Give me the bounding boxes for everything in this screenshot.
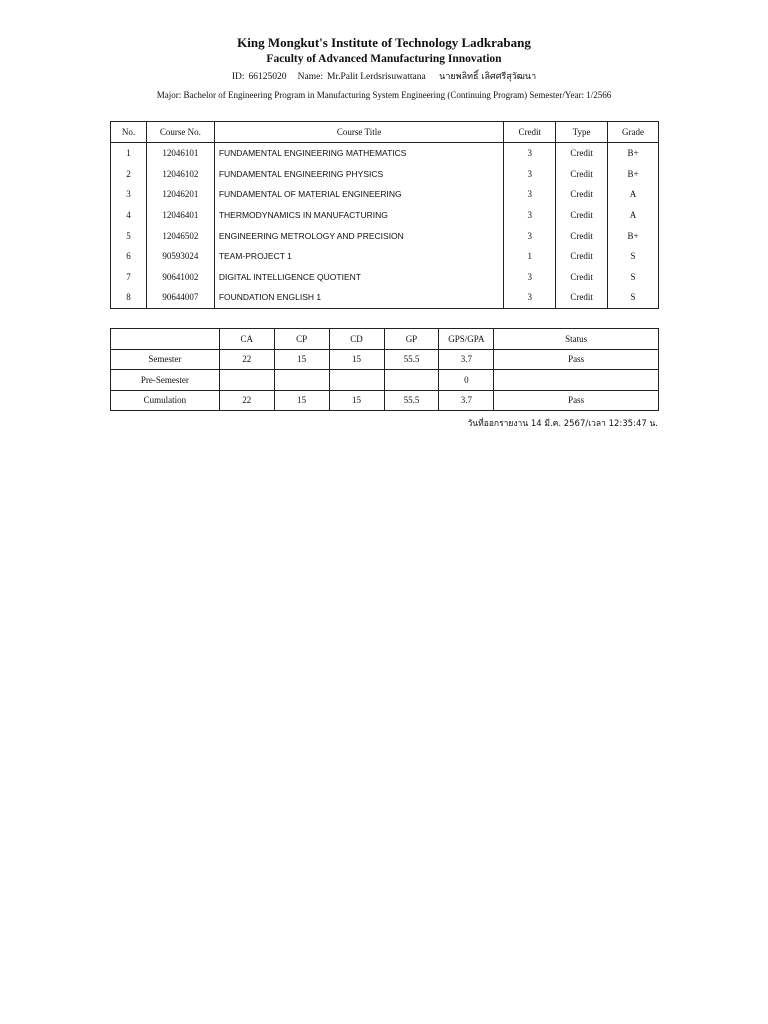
table-row — [111, 246, 659, 267]
summary-label: Cumulation — [111, 390, 220, 411]
summary-cd — [329, 370, 384, 391]
summary-header-cp: CP — [274, 329, 329, 350]
course-no-index: 8 — [111, 287, 147, 308]
summary-ca — [219, 370, 274, 391]
course-code: 12046101 — [146, 143, 214, 164]
course-credit: 3 — [504, 225, 556, 246]
course-type: Credit — [556, 246, 608, 267]
course-type: Credit — [556, 267, 608, 288]
summary-status: Pass — [494, 349, 659, 370]
course-grade: B+ — [608, 143, 659, 164]
course-code: 90644007 — [146, 287, 214, 308]
course-credit: 3 — [504, 184, 556, 205]
header-type: Type — [556, 122, 608, 143]
summary-ca: 22 — [219, 349, 274, 370]
summary-label: Semester — [111, 349, 220, 370]
course-grade: S — [608, 267, 659, 288]
course-credit: 3 — [504, 267, 556, 288]
summary-row-semester — [111, 349, 659, 370]
course-no-index: 4 — [111, 205, 147, 226]
summary-ca: 22 — [219, 390, 274, 411]
course-code: 12046502 — [146, 225, 214, 246]
course-title: FOUNDATION ENGLISH 1 — [214, 287, 503, 308]
course-table — [110, 121, 659, 309]
table-row — [111, 267, 659, 288]
table-row — [111, 184, 659, 205]
course-type: Credit — [556, 143, 608, 164]
course-no-index: 2 — [111, 164, 147, 185]
course-grade: B+ — [608, 164, 659, 185]
course-code: 90593024 — [146, 246, 214, 267]
table-row — [111, 164, 659, 185]
major-semester-line: Major: Bachelor of Engineering Program in Manufacturing System Engineering (Continuing Program) Semester/Year: 1/2566 — [156, 90, 612, 100]
summary-header-status: Status — [494, 329, 659, 350]
summary-row-pre-semester — [111, 370, 659, 391]
summary-gpa: 0 — [439, 370, 494, 391]
summary-header-gpa: GPS/GPA — [439, 329, 494, 350]
summary-header-blank — [111, 329, 220, 350]
id-label: ID: — [231, 72, 245, 82]
table-row — [111, 205, 659, 226]
summary-header-row — [111, 329, 659, 350]
course-code: 12046102 — [146, 164, 214, 185]
course-code: 12046201 — [146, 184, 214, 205]
faculty-title: Faculty of Advanced Manufacturing Innovation — [266, 53, 502, 65]
course-grade: A — [608, 205, 659, 226]
course-credit: 3 — [504, 205, 556, 226]
course-title: TEAM-PROJECT 1 — [214, 246, 503, 267]
course-title: FUNDAMENTAL OF MATERIAL ENGINEERING — [214, 184, 503, 205]
summary-gp: 55.5 — [384, 390, 439, 411]
summary-header-ca: CA — [219, 329, 274, 350]
summary-status — [494, 370, 659, 391]
course-table-header — [111, 122, 659, 143]
course-no-index: 1 — [111, 143, 147, 164]
student-info-line — [0, 70, 768, 84]
student-id: 66125020 — [248, 72, 287, 82]
header-grade: Grade — [608, 122, 659, 143]
course-type: Credit — [556, 184, 608, 205]
header-credit: Credit — [504, 122, 556, 143]
grade-summary-table — [110, 328, 659, 411]
summary-header-cd: CD — [329, 329, 384, 350]
table-row — [111, 287, 659, 308]
course-grade: A — [608, 184, 659, 205]
course-credit: 1 — [504, 246, 556, 267]
institution-title: King Mongkut's Institute of Technology Ladkrabang — [237, 35, 531, 50]
table-row — [111, 143, 659, 164]
course-no-index: 7 — [111, 267, 147, 288]
course-no-index: 3 — [111, 184, 147, 205]
course-credit: 3 — [504, 164, 556, 185]
summary-cp: 15 — [274, 390, 329, 411]
table-row — [111, 225, 659, 246]
header-course-no: Course No. — [146, 122, 214, 143]
summary-label: Pre-Semester — [111, 370, 220, 391]
course-no-index: 6 — [111, 246, 147, 267]
name-label: Name: — [297, 72, 323, 82]
summary-header-gp: GP — [384, 329, 439, 350]
summary-row-cumulation — [111, 390, 659, 411]
course-type: Credit — [556, 287, 608, 308]
course-type: Credit — [556, 164, 608, 185]
course-title: DIGITAL INTELLIGENCE QUOTIENT — [214, 267, 503, 288]
summary-gpa: 3.7 — [439, 349, 494, 370]
course-credit: 3 — [504, 143, 556, 164]
course-type: Credit — [556, 205, 608, 226]
course-title: FUNDAMENTAL ENGINEERING PHYSICS — [214, 164, 503, 185]
student-name-thai: นายพลิทธิ์ เลิศศรีสุวัฒนา — [439, 72, 537, 82]
course-grade: B+ — [608, 225, 659, 246]
course-type: Credit — [556, 225, 608, 246]
course-credit: 3 — [504, 287, 556, 308]
summary-cd: 15 — [329, 349, 384, 370]
summary-gpa: 3.7 — [439, 390, 494, 411]
course-code: 12046401 — [146, 205, 214, 226]
course-no-index: 5 — [111, 225, 147, 246]
summary-cd: 15 — [329, 390, 384, 411]
summary-cp: 15 — [274, 349, 329, 370]
summary-gp: 55.5 — [384, 349, 439, 370]
summary-gp — [384, 370, 439, 391]
course-grade: S — [608, 287, 659, 308]
summary-cp — [274, 370, 329, 391]
document-header — [0, 34, 768, 102]
course-title: THERMODYNAMICS IN MANUFACTURING — [214, 205, 503, 226]
header-no: No. — [111, 122, 147, 143]
header-course-title: Course Title — [214, 122, 503, 143]
summary-status: Pass — [494, 390, 659, 411]
course-title: ENGINEERING METROLOGY AND PRECISION — [214, 225, 503, 246]
course-grade: S — [608, 246, 659, 267]
course-code: 90641002 — [146, 267, 214, 288]
course-title: FUNDAMENTAL ENGINEERING MATHEMATICS — [214, 143, 503, 164]
student-name: Mr.Palit Lerdsrisuwattana — [326, 72, 426, 82]
report-timestamp: วันที่ออกรายงาน 14 มี.ค. 2567/เวลา 12:35:47 น. — [467, 419, 658, 429]
